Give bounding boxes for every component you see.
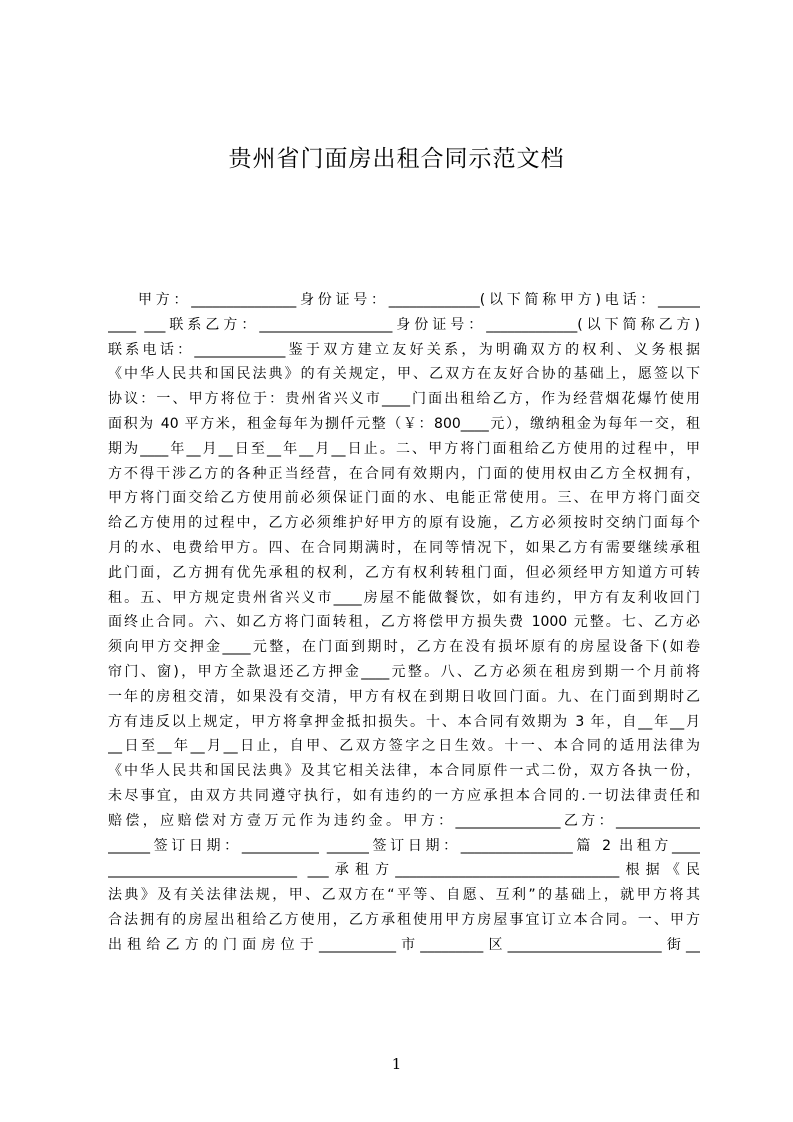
page-number: 1 (391, 1055, 402, 1073)
text-line: 合法拥有的房屋出租给乙方使用，乙方承租使用甲方房屋事宜订立本合同。一、甲方 (108, 911, 700, 928)
text-line: 方有违反以上规定，甲方将拿押金抵扣损失。十、本合同有效期为 3 年，自__年__月 (108, 713, 700, 730)
text-line: 甲方：_______________身份证号：_____________(以下简称甲方)电话：______ (138, 292, 700, 308)
text-line: 帘门、窗)，甲方全款退还乙方押金____元整。八、乙方必须在租房到期一个月前将 (108, 663, 700, 680)
text-line: ____ ___联系乙方：___________________身份证号：_____________(以下简称乙方) (108, 316, 700, 333)
text-line: 面积为 40 平方米，租金每年为捌仟元整（￥：800____元），缴纳租金为每年一交，租 (108, 415, 700, 432)
text-line: 须向甲方交押金____元整，在门面到期时，乙方在没有损坏原有的房屋设备下(如卷 (108, 639, 700, 656)
text-line: 赔偿，应赔偿对方壹万元作为违约金。甲方：_______________乙方：____________ (108, 812, 700, 829)
document-title: 贵州省门面房出租合同示范文档 (228, 146, 565, 172)
text-line: 未尽事宜，由双方共同遵守执行，如有违约的一方应承担本合同的.一切法律责任和 (108, 787, 700, 804)
text-line: 甲方将门面交给乙方使用前必须保证门面的水、电能正常使用。三、在甲方将门面交 (108, 490, 700, 507)
text-line: 期为____年__月__日至__年__月__日止。二、甲方将门面租给乙方使用的过程中，甲 (108, 440, 700, 457)
text-line: 《中华人民共和国民法典》及其它相关法律，本合同原件一式二份，双方各执一份， (108, 763, 700, 780)
text-line: 面终止合同。六、如乙方将门面转租，乙方将偿甲方损失费 1000 元整。七、乙方必 (108, 614, 700, 631)
text-line: 《中华人民共和国民法典》的有关规定，甲、乙双方在友好合协的基础上，愿签以下 (108, 366, 700, 383)
text-line: 方不得干涉乙方的各种正当经营，在合同有效期内，门面的使用权由乙方全权拥有， (108, 465, 700, 482)
text-line: 出租给乙方的门面房位于___________市_________区______________________街__ (108, 936, 700, 953)
text-line: 法典》及有关法律法规，甲、乙双方在“平等、自愿、互利”的基础上，就甲方将其 (108, 887, 700, 904)
text-line: 此门面，乙方拥有优先承租的权利，乙方有权利转租门面，但必须经甲方知道方可转 (108, 564, 700, 581)
text-line: __日至__年__月__日止，自甲、乙双方签字之日生效。十一、本合同的适用法律为 (108, 738, 700, 755)
text-line: 月的水、电费给甲方。四、在合同期满时，在同等情况下，如果乙方有需要继续承租 (108, 539, 700, 556)
text-line: 一年的房租交清，如果没有交清，甲方有权在到期日收回门面。九、在门面到期时乙 (108, 688, 700, 705)
text-line: ___________________________ ___承租方________________________________根据《民 (108, 862, 700, 879)
text-line: 联系电话：_____________鉴于双方建立友好关系，为明确双方的权利、义务根据 (108, 341, 700, 358)
text-line: 租。五、甲方规定贵州省兴义市____房屋不能做餐饮，如有违约，甲方有友利收回门 (108, 589, 700, 606)
text-line: ______签订日期：___________ ______签订日期：________________篇 2 出租方____ (108, 837, 700, 854)
text-line: 协议：一、甲方将位于：贵州省兴义市____门面出租给乙方，作为经营烟花爆竹使用 (108, 391, 700, 408)
contract-body (108, 288, 700, 1008)
text-line: 给乙方使用的过程中，乙方必须维护好甲方的原有设施，乙方必须按时交纳门面每个 (108, 515, 700, 532)
